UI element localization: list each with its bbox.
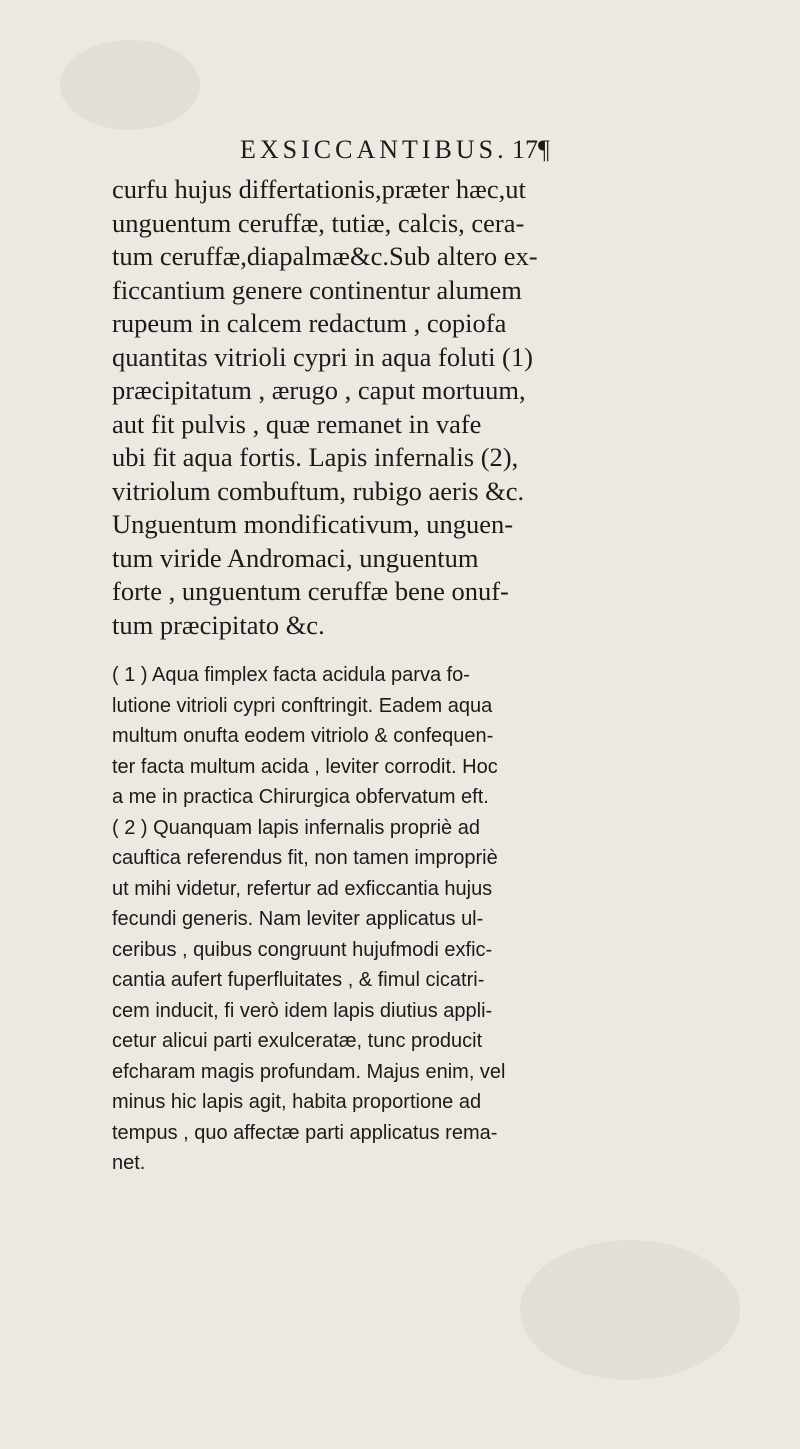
main-text-line: rupeum in calcem redactum , copiofa: [112, 308, 507, 338]
page-number: 17¶: [512, 135, 550, 164]
main-text-line: curfu hujus differtationis,præter hæc,ut: [112, 174, 526, 204]
main-text-line: vitriolum combuftum, rubigo aeris &c.: [112, 475, 525, 506]
footnote-line: lutione vitrioli cypri conftringit. Eadem aqua: [112, 694, 493, 717]
footnote-line: efcharam magis profundam. Majus enim, vel: [112, 1060, 506, 1083]
running-title: EXSICCANTIBUS.: [240, 135, 508, 164]
main-text-line: tum ceruffæ,diapalmæ&c.Sub altero ex-: [112, 241, 538, 271]
footnote-line: cauftica referendus fit, non tamen impropriè: [112, 847, 498, 869]
footnote-line: cem inducit, fi verò idem lapis diutius appli-: [112, 999, 493, 1022]
footnote-line: multum onufta eodem vitriolo & confequen-: [112, 725, 494, 747]
main-text-line: tum viride Andromaci, unguentum: [112, 542, 479, 573]
footnote-line: ( 2 ) Quanquam lapis infernalis propriè ad: [112, 816, 480, 839]
footnote-line: tempus , quo affectæ parti applicatus rema-: [112, 1121, 498, 1144]
footnote-line: ( 1 ) Aqua fimplex facta acidula parva fo-: [112, 664, 470, 686]
footnotes: [112, 660, 792, 1179]
main-text-line: tum præcipitato &c.: [112, 609, 325, 640]
main-text-line: ubi fit aqua fortis. Lapis infernalis (2),: [112, 442, 519, 472]
main-text-line: quantitas vitrioli cypri in aqua foluti (1): [112, 341, 533, 372]
main-text-line: aut fit pulvis , quæ remanet in vafe: [112, 408, 482, 439]
main-text-line: unguentum ceruffæ, tutiæ, calcis, cera-: [112, 207, 525, 238]
main-text-line: forte , unguentum ceruffæ bene onuf-: [112, 576, 509, 606]
footnote-line: ceribus , quibus congruunt hujufmodi exfic-: [112, 938, 493, 961]
footnote-line: net.: [112, 1152, 146, 1174]
footnote-line: a me in practica Chirurgica obfervatum eft.: [112, 786, 489, 808]
footnote-line: ut mihi videtur, refertur ad exficcantia hujus: [112, 877, 493, 900]
main-text-line: præcipitatum , ærugo , caput mortuum,: [112, 375, 526, 405]
footnote-line: cantia aufert fuperfluitates , & fimul cicatri-: [112, 969, 485, 991]
footnote-line: fecundi generis. Nam leviter applicatus ul-: [112, 908, 484, 930]
footnote-line: ter facta multum acida , leviter corrodit. Hoc: [112, 755, 498, 778]
paper-stain: [520, 1240, 740, 1380]
running-head: [240, 135, 780, 171]
footnote-line: cetur alicui parti exulceratæ, tunc producit: [112, 1030, 483, 1052]
main-text: [112, 173, 792, 642]
paper-stain: [60, 40, 200, 130]
main-text-line: Unguentum mondificativum, unguen-: [112, 509, 514, 539]
footnote-line: minus hic lapis agit, habita proportione ad: [112, 1091, 482, 1113]
main-text-line: ficcantium genere continentur alumem: [112, 274, 522, 305]
